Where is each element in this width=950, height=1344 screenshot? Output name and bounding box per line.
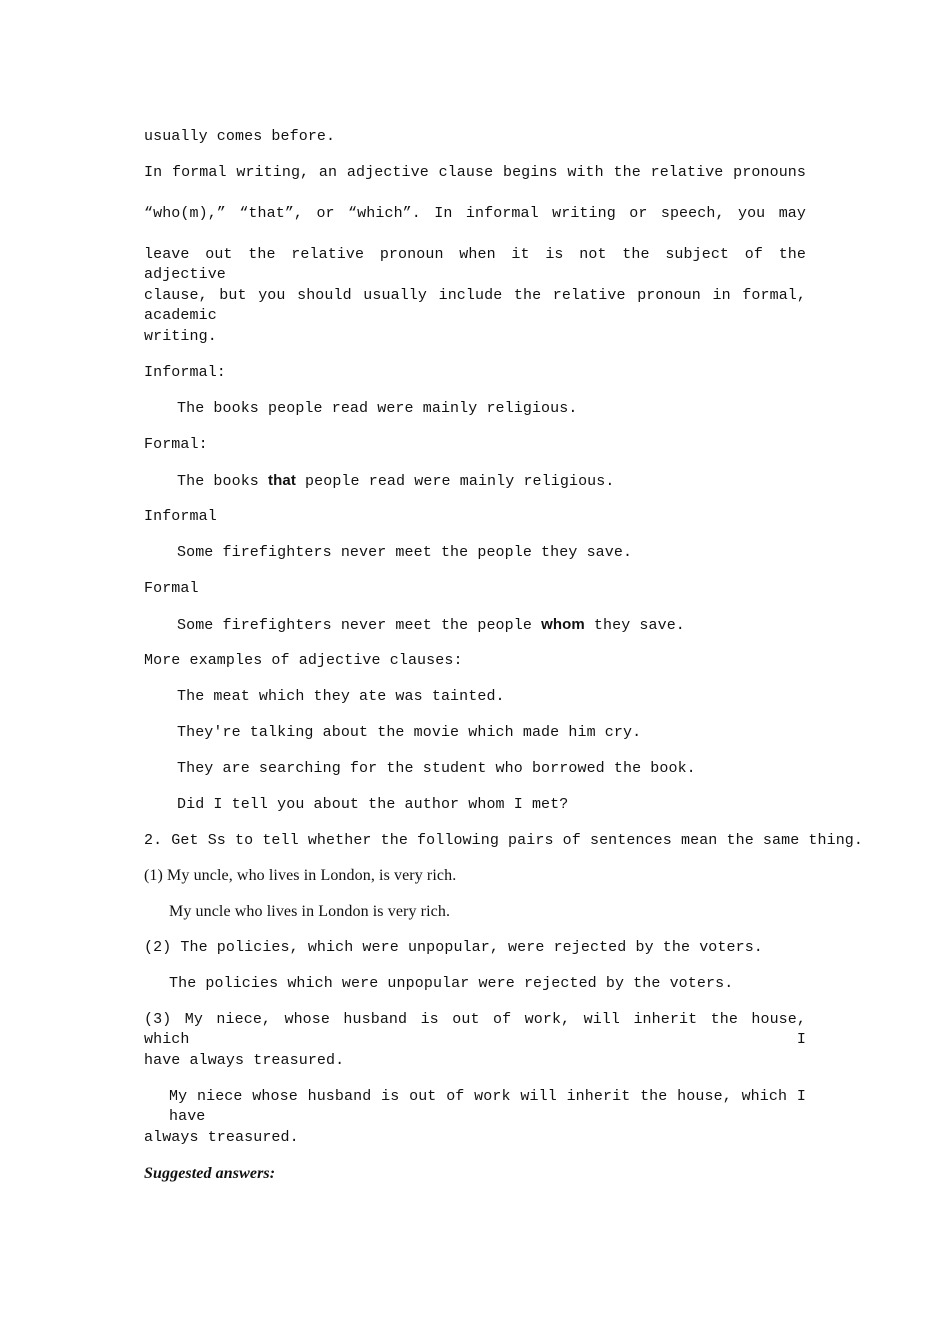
exercise-item: (3) My niece, whose husband is out of work, will inherit the house, which I bbox=[144, 1011, 806, 1048]
label-informal: Informal: bbox=[144, 364, 226, 381]
label-formal: Formal bbox=[144, 580, 199, 597]
label-informal: Informal bbox=[144, 508, 217, 525]
label-formal: Formal: bbox=[144, 436, 208, 453]
text-segment: people read were mainly religious. bbox=[295, 473, 615, 490]
text-line: “who(m),” “that”, or “which”. In informal writing or speech, you may bbox=[144, 205, 806, 222]
text-line: leave out the relative pronoun when it is not the subject of the adjective bbox=[144, 246, 806, 283]
text-line: writing. bbox=[144, 328, 217, 345]
suggested-answers-heading: Suggested answers: bbox=[144, 1165, 276, 1182]
example-sentence: The books people read were mainly religious. bbox=[177, 400, 578, 417]
example-sentence: They are searching for the student who borrowed the book. bbox=[177, 760, 696, 777]
exercise-item: have always treasured. bbox=[144, 1052, 345, 1069]
exercise-item: My uncle who lives in London is very rich. bbox=[169, 903, 451, 920]
text-line: usually comes before. bbox=[144, 128, 336, 145]
section-heading: More examples of adjective clauses: bbox=[144, 652, 463, 669]
exercise-item: The policies which were unpopular were rejected by the voters. bbox=[169, 975, 734, 992]
exercise-item: My niece whose husband is out of work will inherit the house, which I have bbox=[169, 1088, 806, 1125]
example-sentence bbox=[177, 471, 806, 492]
example-sentence bbox=[177, 615, 806, 636]
example-sentence: They're talking about the movie which made him cry. bbox=[177, 724, 642, 741]
text-line: In formal writing, an adjective clause begins with the relative pronouns bbox=[144, 164, 806, 181]
exercise-item: always treasured. bbox=[144, 1129, 299, 1146]
text-segment: The books bbox=[177, 473, 269, 490]
instruction-line: 2. Get Ss to tell whether the following pairs of sentences mean the same thing. bbox=[144, 832, 864, 849]
text-segment: they save. bbox=[584, 617, 685, 634]
text-line: clause, but you should usually include the relative pronoun in formal, academic bbox=[144, 287, 806, 324]
exercise-item: (2) The policies, which were unpopular, were rejected by the voters. bbox=[144, 939, 763, 956]
exercise-item: (1) My uncle, who lives in London, is very rich. bbox=[144, 867, 457, 884]
highlighted-pronoun: whom bbox=[541, 616, 585, 633]
highlighted-pronoun: that bbox=[268, 472, 296, 489]
example-sentence: The meat which they ate was tainted. bbox=[177, 688, 505, 705]
example-sentence: Some firefighters never meet the people they save. bbox=[177, 544, 633, 561]
example-sentence: Did I tell you about the author whom I met? bbox=[177, 796, 569, 813]
text-segment: Some firefighters never meet the people bbox=[177, 617, 542, 634]
